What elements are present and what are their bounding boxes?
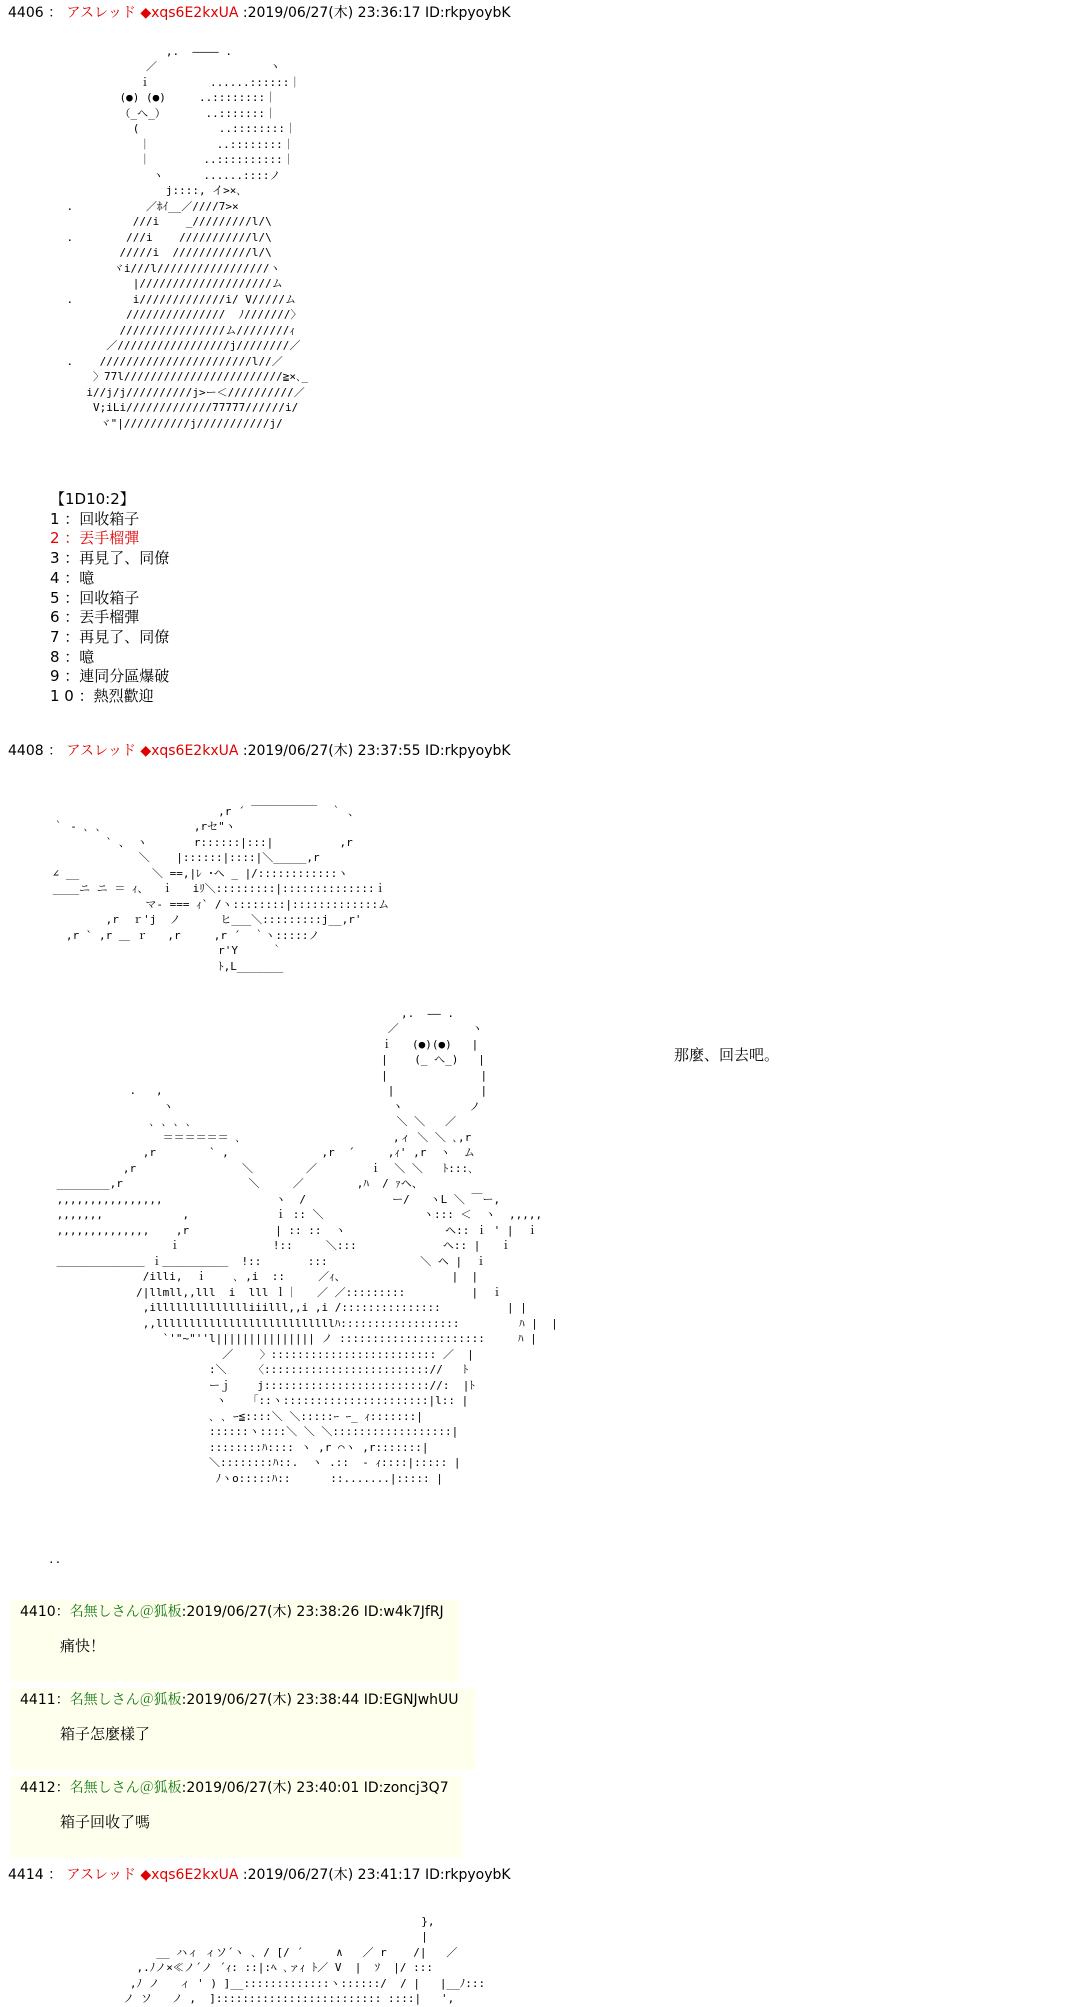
reply-text: 箱子怎麼樣了	[60, 1725, 151, 1743]
poster-id[interactable]: ID:zoncj3Q7	[363, 1780, 449, 1796]
post-datetime: :2019/06/27(木) 23:37:55	[242, 743, 421, 759]
poster-id[interactable]: ID:EGNJwhUU	[363, 1692, 459, 1708]
vote-option: 8 ：噫	[50, 647, 95, 666]
vote-option: 1 ：回收箱子	[50, 509, 140, 528]
ellipsis-mark: ..	[48, 1553, 62, 1566]
post-number[interactable]: 4411	[20, 1692, 56, 1708]
poster-trip: ◆xqs6E2kxUA	[140, 1867, 239, 1883]
ascii-art-partial: }, | __ ハィ ィソ´ヽ ､ / [/ ´ ∧ ／ r /| ／ ,.ﾉノ×≪ノ´ノ ´ｨ: ::|:ﾍ ､ァｨ ﾄ／ V | ｿ |/ ::: ,ﾉ ノ ィ ' ) ]__:::::::::::::ヽ::::::/ / | |__ﾉ::: ノ ソ ノ , ]::::::::::::::::::::::::: ::::| ',	[123, 1914, 486, 2005]
vote-option-selected: 2 ：丟手榴彈	[50, 529, 140, 548]
post-datetime: :2019/06/27(木) 23:38:44	[181, 1692, 360, 1708]
vote-option: 6 ：丟手榴彈	[50, 608, 140, 627]
vote-option: 5 ：回收箱子	[50, 588, 140, 607]
vote-title: 【1D10:2】	[50, 490, 135, 508]
post-header-4406: 4406 ： アスレッド ◆xqs6E2kxUA :2019/06/27(木) 23:36:17 ID:rkpyoybK	[8, 5, 511, 21]
poster-id[interactable]: ID:w4k7JfRJ	[363, 1604, 444, 1620]
poster-name: アスレッド	[66, 5, 136, 21]
poster-id[interactable]: ID:rkpyoybK	[425, 5, 511, 21]
poster-trip: ◆xqs6E2kxUA	[140, 743, 239, 759]
vote-option: 4 ：噫	[50, 568, 95, 587]
reply-text: 箱子回收了嗎	[60, 1813, 151, 1831]
post-header-4408: 4408 ： アスレッド ◆xqs6E2kxUA :2019/06/27(木) 23:37:55 ID:rkpyoybK	[8, 743, 511, 759]
vote-option: 9 ：連同分區爆破	[50, 667, 170, 686]
vote-option: 1 0 ：熱烈歡迎	[50, 687, 154, 706]
post-number[interactable]: 4414	[8, 1867, 44, 1883]
post-datetime: :2019/06/27(木) 23:41:17	[242, 1867, 421, 1883]
poster-trip: ◆xqs6E2kxUA	[140, 5, 239, 21]
ascii-art-figure-2: ,. ―― . ／ ヽ ｉ (●)(●) | | (_ へ_) | | | . , | | ヽ ヽ ノ ､ ､ ､ ､ ＼ ＼ ／ ＝＝＝＝＝＝ ､ ,ィ ＼ ＼ ､,r ,r ` , ,r ´ ,ｨ' ,r ヽ ム ,r ＼ ／ ｉ ＼ ＼ ﾄ:::､ ________,r ＼ ／ ,ﾊ / ｧヘ、 ,,,,,,,,,,,,,,,, ヽ / ー/ ヽL ＼ ￣ー, ,,,,,,, , ｉ :: ＼ ヽ::: ＜ ヽ ,,,,, ,,,,,,,,,,,,,, ,r | :: :: ヽ ヘ:: ｉ ' | ｉ ｉ !:: ＼::: ヘ:: | ｉ ＿＿＿＿＿＿＿＿ ｉ＿＿＿＿＿＿ !:: ::: ＼ ヘ | ｉ /illi, ｉ ､ ,i :: ／ｨ、 | | /|llmll,,lll i lll ｌ｜ ／ ／::::::::: | ｉ ,illlllllllllllliiilll,,i ,i /::::::::::::::: | | ,,lllllllllllllllllllllllllllﾊ:::::::::::::::::: ﾊ | | `'"~"''l||||||||||||||| ノ :::::::::::::::::::::: ﾊ | ／ 〉::::::::::::::::::::::::: ／ | :＼ 〈:::::::::::::::::::::::::// ﾄ ーｊ j::::::::::::::::::::::::://: |ﾄ ヽ ｢::ヽ::::::::::::::::::::::|l:: | ､ ､ ｰ≦::::＼ ＼:::::ｰ ｰ_ ｨ:::::::| ::::::ヽ::::＼ ＼ ＼::::::::::::::::::| ::::::::ﾊ:::: ヽ ,r ⌒ヽ ,r:::::::| ＼::::::::ﾊ::. ヽ .:: - ｨ::::|::::: | ﾉヽo:::::ﾊ:: ::.......|::::: |	[56, 1006, 558, 1485]
speech-text: 那麼、回去吧。	[674, 1046, 780, 1064]
poster-name: アスレッド	[66, 743, 136, 759]
post-datetime: :2019/06/27(木) 23:38:26	[181, 1604, 360, 1620]
post-number[interactable]: 4406	[8, 5, 44, 21]
reply-4410	[10, 1600, 460, 1682]
post-number[interactable]: 4408	[8, 743, 44, 759]
vote-option: 3 ：再見了、同僚	[50, 549, 170, 568]
reply-header: 4412：名無しさん＠狐板:2019/06/27(木) 23:40:01 ID:zoncj3Q7	[20, 1780, 449, 1796]
poster-name: アスレッド	[66, 1867, 136, 1883]
reply-4411	[10, 1688, 476, 1770]
poster-id[interactable]: ID:rkpyoybK	[425, 743, 511, 759]
vote-option: 7 ：再見了、同僚	[50, 627, 170, 646]
poster-name: 名無しさん＠狐板	[69, 1604, 182, 1620]
dice-vote-block	[50, 490, 169, 707]
reply-header: 4410：名無しさん＠狐板:2019/06/27(木) 23:38:26 ID:w4k7JfRJ	[20, 1604, 444, 1620]
ascii-art-explosion: ,r ´ ￣￣￣￣￣￣ ｀ 、 ｀ ‐ ､ ､ ,rセ"ヽ ` 、 ヽ r::::::|:::| ,r ＼ |::::::|::::|＼_____,r ∠ __ ＼ ==,|ﾚ ･ヘ _ |/::::::::::::ヽ ____ニ ニ ＝ ｨ、 ｉ iﾘ＼:::::::::|::::::::::::::ｉ マ- === ｨ` /ヽ::::::::|:::::::::::::ム ,r ｒ'j ノ ヒ___＼:::::::::j__,r' ,r ` ,r ＿ ｒ ,r ,r ´ ｀ヽ:::::ノ r'Y ｀ ﾄ,L_______	[52, 804, 390, 973]
post-datetime: :2019/06/27(木) 23:36:17	[242, 5, 421, 21]
post-datetime: :2019/06/27(木) 23:40:01	[181, 1780, 360, 1796]
ascii-art-figure-1: ,. ―――― . ／ ヽ ｉ ......::::::｜ (●) (●) ..::::::::｜ （_へ_） ..:::::::｜ ( ..::::::::｜ ｜ ..::::::::｜ ｜ ..::::::::::｜ ヽ ......::::ノ j::::, イ>×､ . ／ﾎｲ__／////7>× ///i _/////////l/\ . ///i ///////////l/\ /////i ////////////l/\ ヾi///l/////////////////ヽ |////////////////////ム . i/////////////i/ V/////ム /////////////// ﾉ///////〉 ////////////////ム////////ｨ ／/////////////////j////////／ . ///////////////////////l//／ 〉77l////////////////////////≧×､_ i//j/j//////////j>ー＜//////////／ V;iLi/////////////77777//////i/ ヾ"|//////////j///////////j/	[66, 44, 309, 430]
poster-name: 名無しさん＠狐板	[69, 1692, 182, 1708]
poster-name: 名無しさん＠狐板	[69, 1780, 182, 1796]
post-number[interactable]: 4412	[20, 1780, 56, 1796]
post-header-4414: 4414 ： アスレッド ◆xqs6E2kxUA :2019/06/27(木) 23:41:17 ID:rkpyoybK	[8, 1867, 511, 1883]
post-number[interactable]: 4410	[20, 1604, 56, 1620]
reply-header: 4411：名無しさん＠狐板:2019/06/27(木) 23:38:44 ID:EGNJwhUU	[20, 1692, 459, 1708]
reply-text: 痛快！	[60, 1637, 106, 1655]
reply-4412	[10, 1776, 462, 1858]
poster-id[interactable]: ID:rkpyoybK	[425, 1867, 511, 1883]
